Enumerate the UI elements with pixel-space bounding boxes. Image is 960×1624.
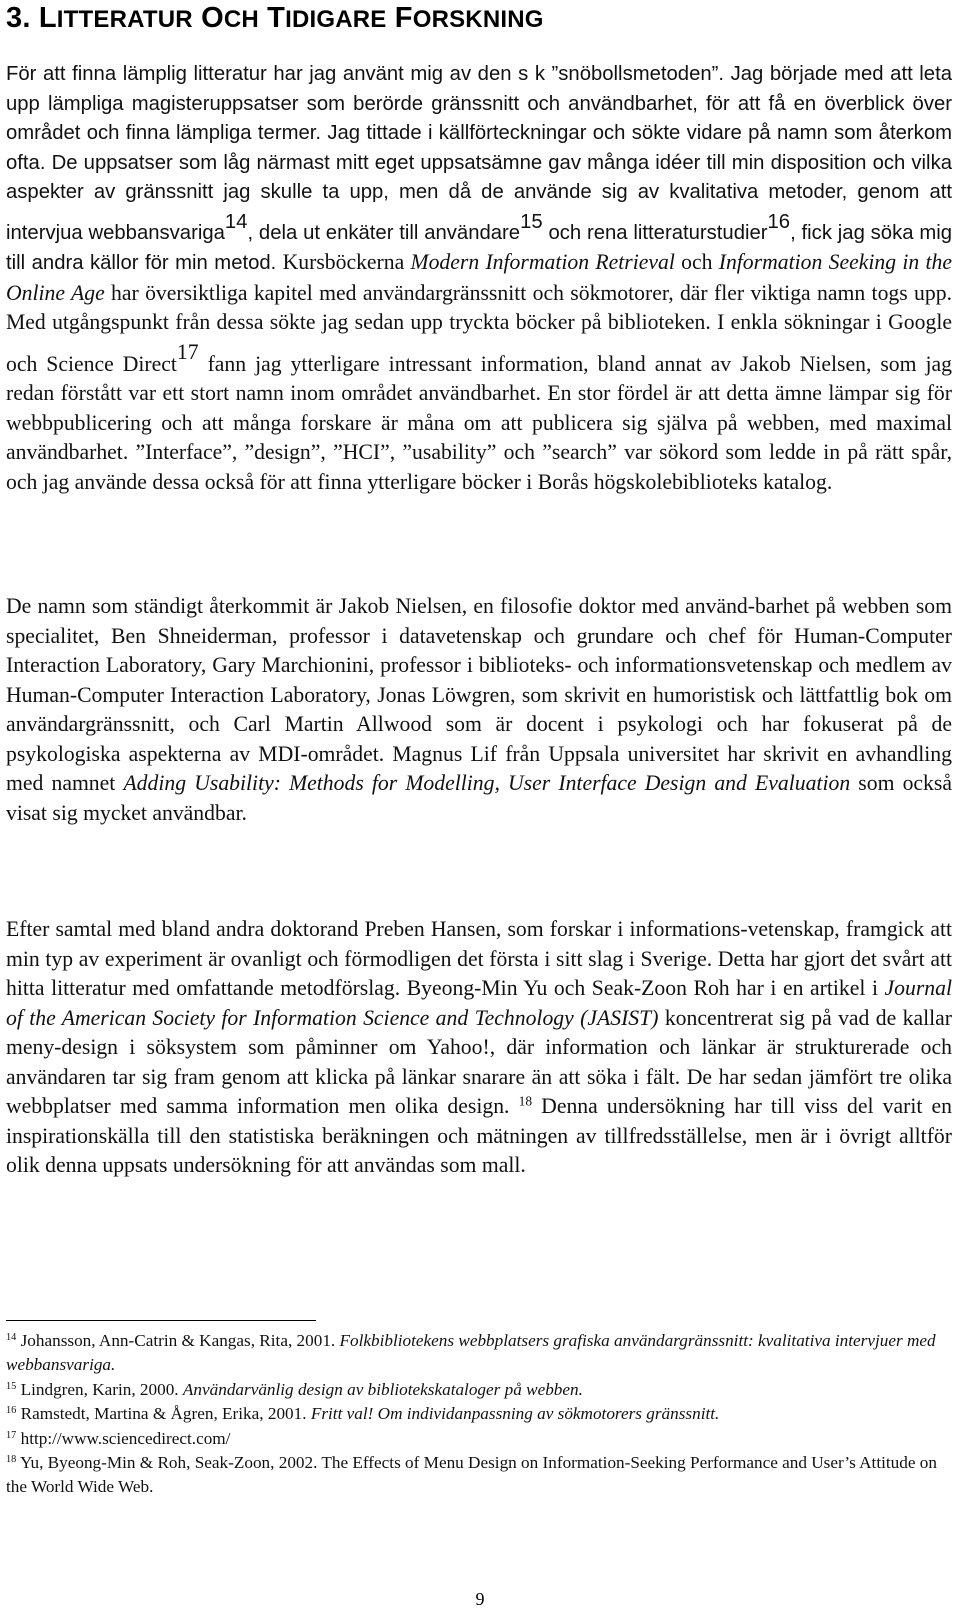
- paragraph-text: För att finna lämplig litteratur har jag använt mig av den s k ”snöbollsmetoden”. Jag började med att leta upp lämpliga magisteruppsatser som berörde gränssnitt och användbarhet, för att få en överblick över området och finna lämpliga termer. Jag tittade i källförteckningar och sökte vidare på namn som återkom ofta. De uppsatser som låg närmast mitt eget uppsatsämne gav många idéer till min disposition och vilka aspekter av gränssnitt jag skulle ta upp, men då de använde sig av kvalitativa metoder, genom att intervjua webbansvariga: [6, 63, 952, 244]
- footnote-number: 17: [6, 1429, 17, 1441]
- paragraph-3: [6, 915, 952, 1181]
- footnote-ref-16[interactable]: 16: [767, 210, 791, 233]
- heading-number: 3.: [6, 2, 31, 34]
- paragraph-1: [6, 60, 952, 497]
- paragraph-2: [6, 592, 952, 828]
- paragraph-text: , fick jag söka mig till andra källor för min metod.: [6, 221, 952, 275]
- footnote-title: Fritt val! Om individanpassning av sökmotorers gränssnitt.: [310, 1404, 720, 1424]
- footnote-number: 18: [6, 1453, 17, 1465]
- footnote-title: Folkbibliotekens webbplatsers grafiska användargränssnitt: kvalitativa intervjuer med webbansvariga.: [6, 1331, 936, 1375]
- footnote-18: [6, 1451, 952, 1500]
- paragraph-text: Kursböckerna: [276, 250, 411, 275]
- footnote-ref-14[interactable]: 14: [224, 210, 248, 233]
- heading-smallcaps: ORSKNING: [412, 6, 544, 33]
- footnote-text: Johansson, Ann-Catrin & Kangas, Rita, 2001.: [16, 1331, 340, 1350]
- footnote-list: [6, 1329, 952, 1500]
- heading-initial: T: [267, 2, 286, 34]
- footnote-number: 14: [6, 1331, 17, 1343]
- footnote-text: Lindgren, Karin, 2000.: [16, 1379, 183, 1399]
- journal-title: Journal of the American Society for Information Science and Technology (JASIST): [6, 976, 952, 1030]
- footnote-link[interactable]: http://www.sciencedirect.com/: [16, 1428, 231, 1448]
- footnote-ref-17[interactable]: 17: [176, 339, 199, 364]
- footnote-number: 15: [6, 1380, 17, 1392]
- heading-smallcaps: CH: [223, 6, 259, 33]
- footnote-15: [6, 1378, 952, 1402]
- paragraph-text: som också visat sig mycket användbar.: [6, 771, 952, 825]
- paragraph-text: Efter samtal med bland andra doktorand Preben Hansen, som forskar i informations-vetenskap, framgick att min typ av experiment är ovanligt och förmodligen det första i sitt slag i Sverige. Detta har gjort det svårt att hitta litteratur med omfattande metodförslag. Byeong-Min Yu och Seak-Zoon Roh har i en artikel i: [6, 917, 952, 1000]
- footnote-number: 16: [6, 1405, 17, 1417]
- heading-initial: F: [394, 2, 413, 34]
- footnote-14: [6, 1329, 952, 1378]
- paragraph-text: I enkla sökningar i Google och Science Direct: [6, 310, 952, 376]
- heading-initial: L: [38, 2, 57, 34]
- book-title: Modern Information Retrieval: [410, 250, 675, 275]
- footnote-ref-15[interactable]: 15: [520, 210, 543, 233]
- paragraph-text: koncentrerat sig på vad de kallar meny-design i söksystem som påminner om Yahoo!, där information och länkar är strukturerade och användaren tar sig fram genom att klicka på länkar snarare än att söka i fält. De har sedan jämfört tre olika webbplatser med samma information men olika design.: [6, 1005, 952, 1118]
- footnote-ref-18[interactable]: 18: [518, 1093, 533, 1109]
- book-title: Adding Usability: Methods for Modelling, User Interface Design and Evaluation: [123, 771, 851, 795]
- page-number: 9: [475, 1589, 485, 1609]
- paragraph-text: och: [674, 250, 719, 275]
- footnote-17: [6, 1427, 952, 1451]
- footnote-divider: [6, 1320, 316, 1321]
- paragraph-text: och rena litteraturstudier: [542, 221, 768, 244]
- footnote-text: Yu, Byeong-Min & Roh, Seak-Zoon, 2002. The Effects of Menu Design on Information-Seeking Performance and User’s Attitude on the World Wide Web.: [6, 1453, 937, 1497]
- paragraph-text: , dela ut enkäter till användare: [247, 221, 521, 244]
- paragraph-text: De namn som ständigt återkommit är Jakob Nielsen, en filosofie doktor med använd-barhet på webben som specialitet, Ben Shneiderman, professor i datavetenskap och grundare och chef för Human-Computer Interaction Laboratory, Gary Marchionini, professor i biblioteks- och informationsvetenskap och medlem av Human-Computer Interaction Laboratory, Jonas Löwgren, som skrivit en humoristisk och lättfattlig bok om användargränssnitt, och Carl Martin Allwood som är docent i psykologi och har fokuserat på de psykologiska aspekterna av MDI-området. Magnus Lif från Uppsala universitet har skrivit en avhandling med namnet: [6, 594, 952, 795]
- paragraph-text: fann jag ytterligare intressant information, bland annat av Jakob Nielsen, som jag redan förstått var ett stort namn inom området användbarhet.: [6, 351, 952, 406]
- paragraph-text: har översiktliga kapitel med användargränssnitt och sökmotorer, där fler viktiga namn togs upp.: [104, 280, 952, 305]
- section-heading: [6, 2, 544, 35]
- heading-initial: O: [201, 2, 224, 34]
- footnote-text: Ramstedt, Martina & Ågren, Erika, 2001.: [16, 1404, 311, 1424]
- book-title: Information Seeking in the Online Age: [6, 250, 952, 305]
- paragraph-text: En stor fördel är att detta ämne lämpar sig för webbpublicering och att många forskare är måna om att publicera sig själva på webben, med maximal användbarhet. ”Interface”, ”design”, ”HCI”, ”usability” och ”search” var sökord som ledde in på rätt spår, och jag använde dessa också för att finna ytterligare böcker i Borås högskolebiblioteks katalog.: [6, 381, 952, 494]
- heading-smallcaps: ITTERATUR: [56, 6, 193, 33]
- footnote-16: [6, 1402, 952, 1426]
- footnote-title: Användarvänlig design av bibliotekskataloger på webben.: [182, 1379, 583, 1399]
- paragraph-text: Med utgångspunkt från dessa sökte jag sedan upp tryckta böcker på biblioteken.: [6, 310, 711, 335]
- paragraph-text: Denna undersökning har till viss del varit en inspirationskälla till den statistiska beräkningen och mätningen av tillfredsställelse, men är i övrigt alltför olik denna uppsats undersökning för att användas som mall.: [6, 1094, 952, 1177]
- heading-smallcaps: IDIGARE: [285, 6, 387, 33]
